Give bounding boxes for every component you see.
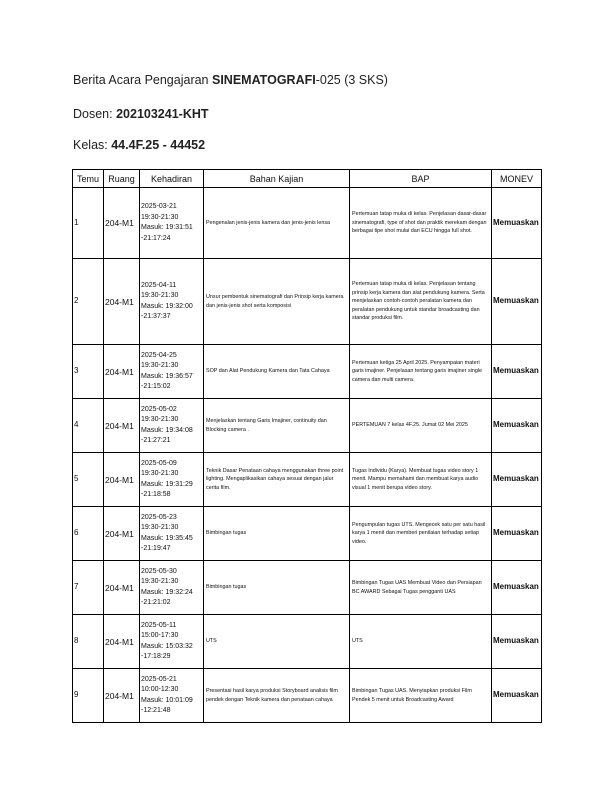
- kehadiran-line: 19:30-21:30: [141, 292, 179, 299]
- cell-bahan-kajian: Bimbingan tugas: [204, 561, 350, 615]
- kehadiran-line: -21:18:58: [141, 491, 171, 498]
- kehadiran-line: Masuk: 19:36:57: [141, 372, 193, 380]
- page-title: [73, 73, 388, 87]
- dosen-line: [73, 107, 209, 121]
- cell-kehadiran: [140, 561, 204, 615]
- kehadiran-line: 19:30-21:30: [141, 362, 179, 369]
- cell-temu: 8: [73, 615, 104, 669]
- cell-monev: Memuaskan: [492, 399, 542, 453]
- cell-bap: Pertemuan tatap muka di kelas. Penjelasan dasar-dasar sinematografi, type of shot dan praktik merekam dengan berbagai tipe shot mulai dari ECU hingga full shot.: [350, 188, 492, 259]
- kehadiran-line: Masuk: 19:32:00: [141, 302, 193, 310]
- kehadiran-line: 19:30-21:30: [141, 578, 179, 585]
- cell-bahan-kajian: Teknik Dasar Penataan cahaya menggunakan three point lighting. Mengaplikasikan cahaya sesuai dengan jalur cerita film.: [204, 453, 350, 507]
- kehadiran-line: -21:15:02: [141, 383, 171, 390]
- cell-ruang: 204-M1: [104, 259, 140, 345]
- cell-bap: Bimbingan Tugas UAS. Menyiapkan produksi Film Pendek 5 menit untuk Broadcasting Award: [350, 669, 492, 723]
- cell-bap: PERTEMUAN 7 kelas 4F.25. Jumat 02 Mei 2025: [350, 399, 492, 453]
- cell-ruang: 204-M1: [104, 507, 140, 561]
- cell-temu: 1: [73, 188, 104, 259]
- cell-bap: Pertemuan ketiga 25 April 2025. Penyampaian materi garis imajiner. Penjelasan tentang garis imajiner single camera dan multi camera.: [350, 345, 492, 399]
- table-body: [73, 188, 542, 723]
- cell-kehadiran: [140, 453, 204, 507]
- kelas-line: [73, 138, 205, 152]
- cell-temu: 2: [73, 259, 104, 345]
- kehadiran-line: 15:00-17:30: [141, 632, 179, 639]
- course-name: SINEMATOGRAFI: [212, 73, 316, 87]
- kehadiran-line: Masuk: 19:34:08: [141, 426, 193, 434]
- table-header-row: [73, 170, 542, 188]
- kehadiran-line: Masuk: 19:31:51: [141, 224, 193, 231]
- kehadiran-line: 19:30-21:30: [141, 470, 179, 477]
- title-prefix: Berita Acara Pengajaran: [73, 73, 209, 87]
- cell-monev: Memuaskan: [492, 615, 542, 669]
- cell-bahan-kajian: Menjelaskan tentang Garis Imajiner, continuity dan Blocking camera .: [204, 399, 350, 453]
- kehadiran-line: -21:27:21: [141, 437, 171, 444]
- kehadiran-line: 2025-04-11: [141, 281, 177, 289]
- dosen-value: 202103241-KHT: [116, 107, 209, 121]
- cell-monev: Memuaskan: [492, 188, 542, 259]
- kehadiran-line: 19:30-21:30: [141, 524, 179, 531]
- cell-temu: 3: [73, 345, 104, 399]
- col-header-bap: BAP: [350, 170, 492, 188]
- dosen-label: Dosen:: [73, 107, 113, 121]
- kehadiran-line: 2025-03-21: [141, 203, 177, 210]
- cell-ruang: 204-M1: [104, 453, 140, 507]
- cell-kehadiran: [140, 669, 204, 723]
- cell-ruang: 204-M1: [104, 561, 140, 615]
- cell-monev: Memuaskan: [492, 345, 542, 399]
- kehadiran-line: 2025-05-30: [141, 567, 177, 575]
- col-header-monev: MONEV: [492, 170, 542, 188]
- cell-kehadiran: [140, 507, 204, 561]
- cell-bahan-kajian: Unsur pembentuk sinematografi dan Prinsip kerja kamera dan jenis-jenis shot serta komposisi: [204, 259, 350, 345]
- table-row: [73, 259, 542, 345]
- kehadiran-line: Masuk: 19:35:45: [141, 534, 193, 542]
- cell-bap: Bimbingan Tugas UAS Membuat Video dan Persiapan BC AWARD Sebagai Tugas pengganti UAS: [350, 561, 492, 615]
- cell-temu: 7: [73, 561, 104, 615]
- table-row: [73, 669, 542, 723]
- cell-ruang: 204-M1: [104, 188, 140, 259]
- cell-monev: Memuaskan: [492, 561, 542, 615]
- col-header-ruang: Ruang: [104, 170, 140, 188]
- cell-bahan-kajian: Presentasi hasil karya produksi Storyboard analisis film pendek dengan Teknik kamera dan penataan cahaya: [204, 669, 350, 723]
- cell-kehadiran: [140, 259, 204, 345]
- col-header-bahan-kajian: Bahan Kajian: [204, 170, 350, 188]
- table-row: [73, 507, 542, 561]
- kehadiran-line: 2025-05-23: [141, 513, 177, 521]
- cell-ruang: 204-M1: [104, 615, 140, 669]
- kehadiran-line: 2025-04-25: [141, 351, 177, 359]
- cell-temu: 9: [73, 669, 104, 723]
- kehadiran-line: Masuk: 10:01:09: [141, 696, 193, 704]
- table-row: [73, 615, 542, 669]
- table-row: [73, 453, 542, 507]
- cell-temu: 6: [73, 507, 104, 561]
- cell-kehadiran: [140, 345, 204, 399]
- kehadiran-line: Masuk: 19:31:29: [141, 480, 193, 488]
- cell-kehadiran: [140, 399, 204, 453]
- cell-monev: Memuaskan: [492, 259, 542, 345]
- kehadiran-line: 19:30-21:30: [141, 213, 179, 221]
- kehadiran-line: -12:21:48: [141, 707, 171, 714]
- table-row: [73, 345, 542, 399]
- cell-bahan-kajian: UTS: [204, 615, 350, 669]
- title-suffix: -025 (3 SKS): [315, 73, 388, 87]
- cell-monev: Memuaskan: [492, 669, 542, 723]
- cell-monev: Memuaskan: [492, 507, 542, 561]
- kehadiran-line: -17:18:29: [141, 653, 171, 660]
- kehadiran-line: 2025-05-21: [141, 675, 177, 683]
- cell-monev: Memuaskan: [492, 453, 542, 507]
- kehadiran-line: 10:00-12:30: [141, 686, 179, 693]
- table-row: [73, 561, 542, 615]
- kehadiran-line: Masuk: 19:32:24: [141, 588, 193, 596]
- kehadiran-line: Masuk: 15:03:32: [141, 642, 193, 650]
- kelas-value: 44.4F.25 - 44452: [111, 138, 206, 152]
- kehadiran-line: -21:19:47: [141, 545, 171, 552]
- cell-kehadiran: [140, 615, 204, 669]
- cell-bap: Pengumpulan tugas UTS. Mengecek satu per satu hasil karya 1 menit dan memberi penilaian terhadap setiap video.: [350, 507, 492, 561]
- kelas-label: Kelas:: [73, 138, 108, 152]
- kehadiran-line: -21:17:24: [141, 234, 171, 242]
- cell-ruang: 204-M1: [104, 669, 140, 723]
- kehadiran-line: 19:30-21:30: [141, 416, 179, 423]
- table-row: [73, 399, 542, 453]
- cell-ruang: 204-M1: [104, 399, 140, 453]
- cell-bahan-kajian: SOP dan Alat Pendukung Kamera dan Tata Cahaya: [204, 345, 350, 399]
- kehadiran-line: -21:21:02: [141, 599, 171, 606]
- attendance-table: [72, 169, 542, 723]
- cell-bap: UTS: [350, 615, 492, 669]
- cell-bahan-kajian: Pengenalan jenis-jenis kamera dan jenis-jenis lensa: [204, 188, 350, 259]
- table-row: [73, 188, 542, 259]
- col-header-temu: Temu: [73, 170, 104, 188]
- cell-bahan-kajian: Bimbingan tugas: [204, 507, 350, 561]
- cell-kehadiran: [140, 188, 204, 259]
- kehadiran-line: 2025-05-09: [141, 459, 177, 467]
- col-header-kehadiran: Kehadiran: [140, 170, 204, 188]
- cell-ruang: 204-M1: [104, 345, 140, 399]
- kehadiran-line: 2025-05-11: [141, 621, 177, 629]
- cell-bap: Tugas Individu (Karya). Membuat tugas video story 1 menit. Mampu memahami dan membuat karya audio visual 1 menit berupa video story.: [350, 453, 492, 507]
- cell-bap: Pertemuan tatap muka di kelas. Penjelasan tentang prinsip kerja kamera dan alat pendukung kamera. Serta menjelaskan contoh-contoh peralatan kamera dan peralatan pendukung untuk standar broadcasting dan standar produksi film.: [350, 259, 492, 345]
- kehadiran-line: 2025-05-02: [141, 405, 177, 413]
- kehadiran-line: -21:37:37: [141, 313, 171, 320]
- cell-temu: 4: [73, 399, 104, 453]
- cell-temu: 5: [73, 453, 104, 507]
